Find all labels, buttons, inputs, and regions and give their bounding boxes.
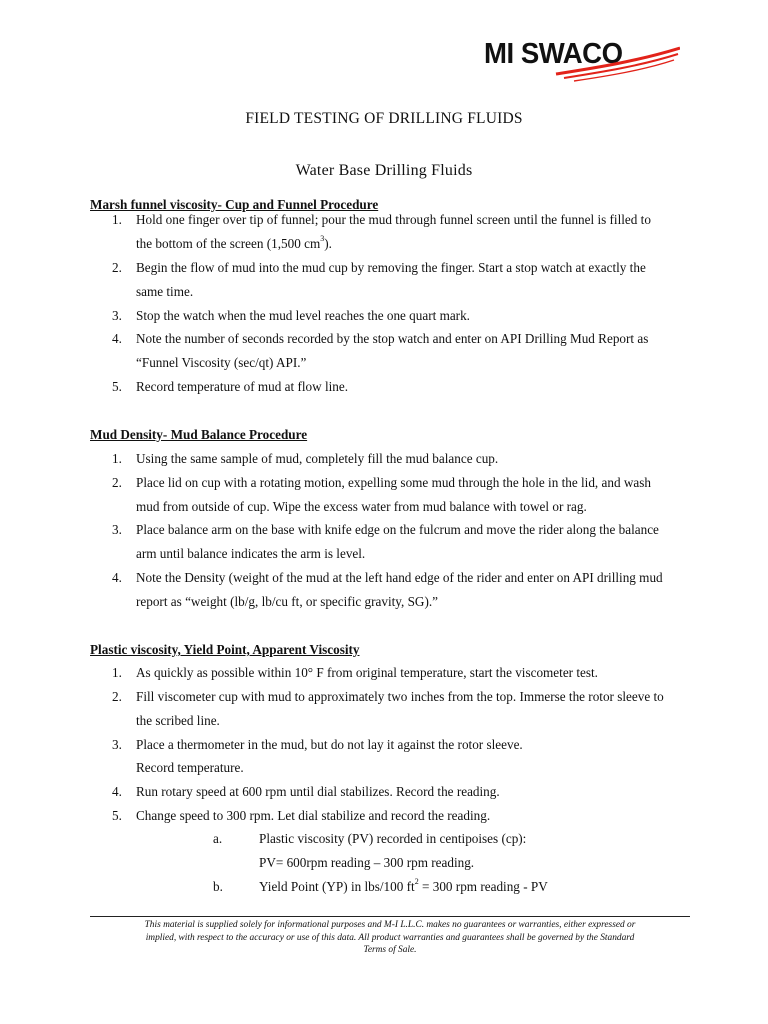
list-item-text: Record temperature. xyxy=(136,760,244,775)
section-heading-density: Mud Density- Mud Balance Procedure xyxy=(90,427,308,442)
list-item-text: Fill viscometer cup with mud to approximately two inches from the top. Immerse the rotor sleeve to xyxy=(136,689,664,704)
section-heading-plastic-viscosity: Plastic viscosity, Yield Point, Apparent Viscosity xyxy=(90,642,360,657)
list-item-text: Note the number of seconds recorded by the stop watch and enter on API Drilling Mud Report as xyxy=(136,331,649,346)
list-number: 1. xyxy=(112,451,122,466)
list-number: 4. xyxy=(112,570,122,585)
list-item-text: report as “weight (lb/g, lb/cu ft, or specific gravity, SG).” xyxy=(136,594,438,609)
company-logo xyxy=(484,38,680,82)
list-item-text: Note the Density (weight of the mud at the left hand edge of the rider and enter on API drilling mud xyxy=(136,570,663,585)
list-item-text: arm until balance indicates the arm is level. xyxy=(136,546,366,561)
list-number: 4. xyxy=(112,784,122,799)
list-item-text: the scribed line. xyxy=(136,713,220,728)
list-item-text: “Funnel Viscosity (sec/qt) API.” xyxy=(136,355,307,370)
list-item-text: Place balance arm on the base with knife edge on the fulcrum and move the rider along the balance xyxy=(136,522,659,537)
document-subtitle: Water Base Drilling Fluids xyxy=(295,162,473,179)
list-item-text: Hold one finger over tip of funnel; pour the mud through funnel screen until the funnel is filled to xyxy=(136,212,651,227)
list-item-text: same time. xyxy=(136,284,194,299)
list-number: 1. xyxy=(112,212,122,227)
list-item-text: Change speed to 300 rpm. Let dial stabilize and record the reading. xyxy=(136,808,491,823)
list-item-text: Using the same sample of mud, completely fill the mud balance cup. xyxy=(136,451,499,466)
list-number: 3. xyxy=(112,737,122,752)
logo-swoosh-icon xyxy=(484,38,680,82)
list-number: 2. xyxy=(112,689,122,704)
sub-list-item-text: Yield Point (YP) in lbs/100 $ft^2 = 300$ rpm reading - PV xyxy=(259,877,548,894)
list-item-text: Run rotary speed at 600 rpm until dial stabilizes. Record the reading. xyxy=(136,784,500,799)
list-number: 2. xyxy=(112,260,122,275)
list-number: 4. xyxy=(112,331,122,346)
list-item-text: Record temperature of mud at flow line. xyxy=(136,379,349,394)
sub-list-letter: b. xyxy=(213,879,223,894)
list-number: 5. xyxy=(112,808,122,823)
list-item-text: mud from outside of cup. Wipe the excess water from mud balance with towel or rag. xyxy=(136,499,587,514)
list-number: 3. xyxy=(112,522,122,537)
sub-list-letter: a. xyxy=(213,831,223,846)
footer-line: Terms of Sale. xyxy=(363,945,417,955)
list-item-text: Place a thermometer in the mud, but do not lay it against the rotor sleeve. xyxy=(136,737,523,752)
list-item-text: Begin the flow of mud into the mud cup by removing the finger. Start a stop watch at exactly the xyxy=(136,260,646,275)
section-heading-marsh: Marsh funnel viscosity- Cup and Funnel Procedure xyxy=(90,197,379,212)
footer-line: This material is supplied solely for informational purposes and M-I L.L.C. makes no guarantees or warranties, either expressed or xyxy=(144,920,636,930)
list-number: 3. xyxy=(112,308,122,323)
footer-divider xyxy=(90,916,690,917)
list-number: 2. xyxy=(112,475,122,490)
sub-list-item-text: PV= 600rpm reading – 300 rpm reading. xyxy=(259,855,475,870)
list-item-text: As quickly as possible within 10° F from original temperature, start the viscometer test. xyxy=(136,665,598,680)
sub-list-item-text: Plastic viscosity (PV) recorded in centipoises (cp): xyxy=(259,831,527,846)
document-title: FIELD TESTING OF DRILLING FLUIDS xyxy=(245,110,523,127)
footer-disclaimer xyxy=(88,919,692,957)
list-item-text: the bottom of the screen (1,500 $cm^3$). xyxy=(136,234,332,251)
footer-line: implied, with respect to the accuracy or use of this data. All product warranties and guarantees shall be governed by the Standard xyxy=(145,932,635,943)
list-number: 5. xyxy=(112,379,122,394)
list-item-text: Stop the watch when the mud level reaches the one quart mark. xyxy=(136,308,470,323)
list-item-text: Place lid on cup with a rotating motion, expelling some mud through the hole in the lid, and wash xyxy=(136,475,651,490)
list-number: 1. xyxy=(112,665,122,680)
logo-text: MI SWACO xyxy=(484,38,623,70)
